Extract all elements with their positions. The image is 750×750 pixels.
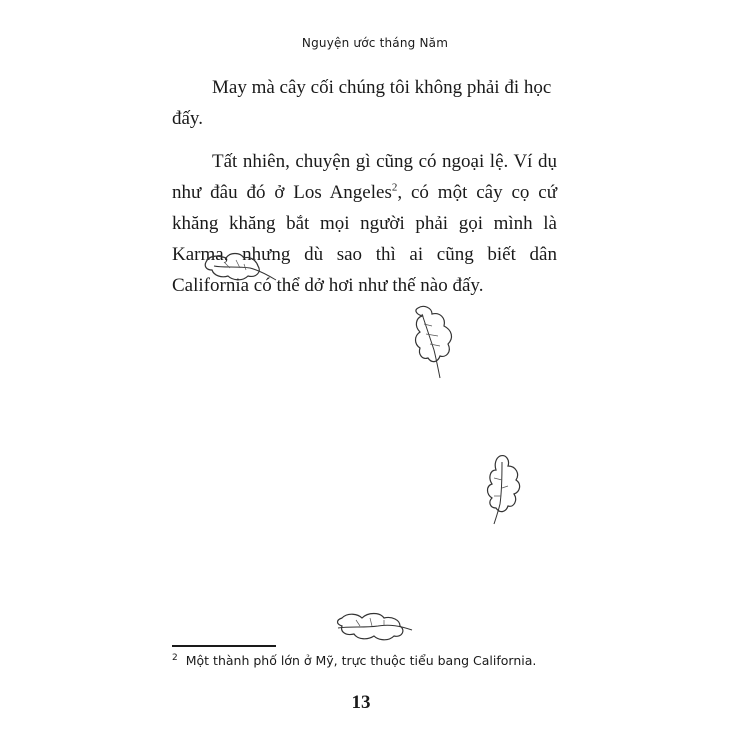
footnote-mark: 2 [172, 652, 178, 663]
page-number: 13 [351, 692, 371, 713]
running-head: Nguyện ước tháng Năm [301, 36, 449, 50]
footnote [172, 652, 572, 670]
footnote-reference-mark: 2 [391, 181, 398, 194]
footnote-text: Một thành phố lớn ở Mỹ, trực thuộc tiểu bang California. [185, 653, 537, 668]
paragraph-2-text-after: , có một cây cọ cứ khăng khăng bắt mọi người phải gọi mình là Karma, nhưng dù sao thì ai cũng biết dân California có thể dở hơi như thế nào đấy. [172, 182, 557, 296]
paragraph-1: May mà cây cối chúng tôi không phải đi học đấy. [172, 77, 552, 129]
leaf-sketch-icon [482, 452, 526, 526]
footnote-divider [172, 645, 276, 647]
paragraph-2-text-before: Tất nhiên, chuyện gì cũng có ngoại lệ. Ví dụ như đâu đó ở Los Angeles [172, 151, 557, 203]
leaf-sketch-icon [334, 608, 416, 644]
leaf-sketch-icon [408, 302, 460, 380]
leaf-sketch-icon [200, 248, 280, 288]
